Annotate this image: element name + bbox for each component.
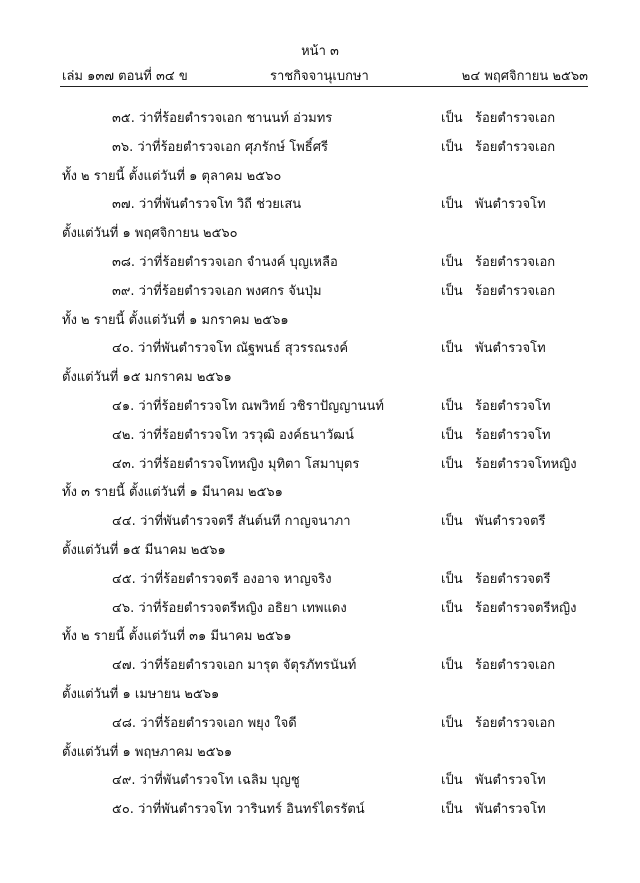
new-rank: ร้อยตำรวจโท [475, 427, 551, 443]
new-rank: ร้อยตำรวจเอก [475, 254, 556, 270]
effective-date-note [0, 735, 640, 764]
as-label: เป็น [441, 773, 463, 789]
appointee-name: ๕๐. ว่าที่พันตำรวจโท วารินทร์ อินทร์ไตรรัตน์ [112, 802, 365, 818]
appointment-entry [0, 447, 640, 476]
effective-date-note [0, 475, 640, 504]
as-label: เป็น [441, 658, 463, 674]
new-rank: พันตำรวจโท [475, 197, 546, 213]
new-rank: ร้อยตำรวจตรีหญิง [475, 600, 577, 616]
appointee-name: ๔๔. ว่าที่พันตำรวจตรี สันต์นที กาญจนาภา [112, 514, 351, 530]
appointment-entry [0, 648, 640, 677]
effective-date-text: ทั้ง ๓ รายนี้ ตั้งแต่วันที่ ๑ มีนาคม ๒๕๖๑ [62, 485, 283, 501]
publication-date: ๒๔ พฤศจิกายน ๒๕๖๓ [461, 69, 588, 84]
new-rank: ร้อยตำรวจเอก [475, 715, 556, 731]
effective-date-text: ทั้ง ๒ รายนี้ ตั้งแต่วันที่ ๑ มกราคม ๒๕๖๑ [62, 312, 289, 328]
new-rank: ร้อยตำรวจโท [475, 398, 551, 414]
appointee-name: ๓๗. ว่าที่พันตำรวจโท วิถี ช่วยเสน [112, 197, 302, 213]
as-label: เป็น [441, 398, 463, 414]
new-rank: ร้อยตำรวจโทหญิง [475, 456, 577, 472]
appointment-entry [0, 331, 640, 360]
effective-date-note [0, 159, 640, 188]
effective-date-text: ตั้งแต่วันที่ ๑ เมษายน ๒๕๖๑ [62, 686, 220, 702]
as-label: เป็น [441, 802, 463, 818]
as-label: เป็น [441, 111, 463, 126]
effective-date-text: ตั้งแต่วันที่ ๑ พฤษภาคม ๒๕๖๑ [62, 744, 233, 760]
as-label: เป็น [441, 427, 463, 443]
appointee-name: ๔๑. ว่าที่ร้อยตำรวจโท ณพวิทย์ วชิราปัญญานนท์ [112, 398, 384, 414]
effective-date-note [0, 360, 640, 389]
appointee-name: ๔๗. ว่าที่ร้อยตำรวจเอก มารุต จัตุรภัทรนันท์ [112, 658, 357, 674]
header-divider [60, 86, 588, 87]
effective-date-note [0, 216, 640, 245]
appointment-entry [0, 706, 640, 735]
new-rank: ร้อยตำรวจเอก [475, 283, 556, 299]
appointment-entry [0, 504, 640, 533]
appointment-entry [0, 763, 640, 792]
as-label: เป็น [441, 456, 463, 472]
appointment-entry [0, 418, 640, 447]
effective-date-text: ทั้ง ๒ รายนี้ ตั้งแต่วันที่ ๑ ตุลาคม ๒๕๖๐ [62, 168, 282, 184]
as-label: เป็น [441, 197, 463, 213]
as-label: เป็น [441, 341, 463, 357]
effective-date-note [0, 677, 640, 706]
as-label: เป็น [441, 514, 463, 530]
as-label: เป็น [441, 600, 463, 616]
new-rank: ร้อยตำรวจเอก [475, 139, 556, 155]
appointment-entry [0, 245, 640, 274]
effective-date-text: ตั้งแต่วันที่ ๑๕ มีนาคม ๒๕๖๑ [62, 542, 226, 558]
appointee-name: ๔๒. ว่าที่ร้อยตำรวจโท วรวุฒิ องค์ธนาวัฒน์ [112, 427, 354, 443]
page-number: หน้า ๓ [301, 44, 339, 59]
appointee-name: ๔๖. ว่าที่ร้อยตำรวจตรีหญิง อธิยา เทพแดง [112, 600, 347, 616]
appointee-name: ๔๓. ว่าที่ร้อยตำรวจโทหญิง มุทิตา โสมาบุตร [112, 456, 360, 472]
appointment-entry [0, 591, 640, 620]
as-label: เป็น [441, 139, 463, 155]
new-rank: ร้อยตำรวจเอก [475, 658, 556, 674]
new-rank: พันตำรวจตรี [475, 514, 546, 530]
appointment-entry [0, 187, 640, 216]
new-rank: ร้อยตำรวจเอก [475, 111, 556, 126]
gazette-title: ราชกิจจานุเบกษา [270, 69, 369, 84]
appointee-name: ๔๐. ว่าที่พันตำรวจโท ณัฐพนธ์ สุวรรณรงค์ [112, 341, 349, 357]
appointee-name: ๓๙. ว่าที่ร้อยตำรวจเอก พงศกร จันปุ่ม [112, 283, 322, 299]
appointee-name: ๓๕. ว่าที่ร้อยตำรวจเอก ชานนท์ อ่วมทร [112, 111, 333, 126]
as-label: เป็น [441, 254, 463, 270]
effective-date-text: ตั้งแต่วันที่ ๑ พฤศจิกายน ๒๕๖๐ [62, 226, 238, 242]
appointment-entry [0, 792, 640, 821]
effective-date-note [0, 303, 640, 332]
new-rank: พันตำรวจโท [475, 773, 546, 789]
effective-date-note [0, 619, 640, 648]
as-label: เป็น [441, 283, 463, 299]
appointment-list [0, 101, 640, 821]
appointment-entry [0, 562, 640, 591]
new-rank: พันตำรวจโท [475, 802, 546, 818]
effective-date-note [0, 533, 640, 562]
appointment-entry [0, 130, 640, 159]
appointee-name: ๓๖. ว่าที่ร้อยตำรวจเอก ศุภรักษ์ โพธิ์ศรี [112, 139, 328, 155]
appointment-entry [0, 274, 640, 303]
effective-date-text: ทั้ง ๒ รายนี้ ตั้งแต่วันที่ ๓๑ มีนาคม ๒๕๖๑ [62, 629, 292, 645]
effective-date-text: ตั้งแต่วันที่ ๑๕ มกราคม ๒๕๖๑ [62, 370, 232, 386]
volume-issue: เล่ม ๑๓๗ ตอนที่ ๓๔ ข [62, 69, 188, 84]
appointee-name: ๔๙. ว่าที่พันตำรวจโท เฉลิม บุญชู [112, 773, 300, 789]
appointment-entry [0, 389, 640, 418]
appointment-entry [0, 101, 640, 130]
new-rank: ร้อยตำรวจตรี [475, 571, 551, 587]
as-label: เป็น [441, 715, 463, 731]
new-rank: พันตำรวจโท [475, 341, 546, 357]
appointee-name: ๔๘. ว่าที่ร้อยตำรวจเอก พยุง ใจดี [112, 715, 297, 731]
appointee-name: ๔๕. ว่าที่ร้อยตำรวจตรี องอาจ หาญจริง [112, 571, 332, 587]
appointee-name: ๓๘. ว่าที่ร้อยตำรวจเอก จำนงค์ บุญเหลือ [112, 254, 338, 270]
as-label: เป็น [441, 571, 463, 587]
